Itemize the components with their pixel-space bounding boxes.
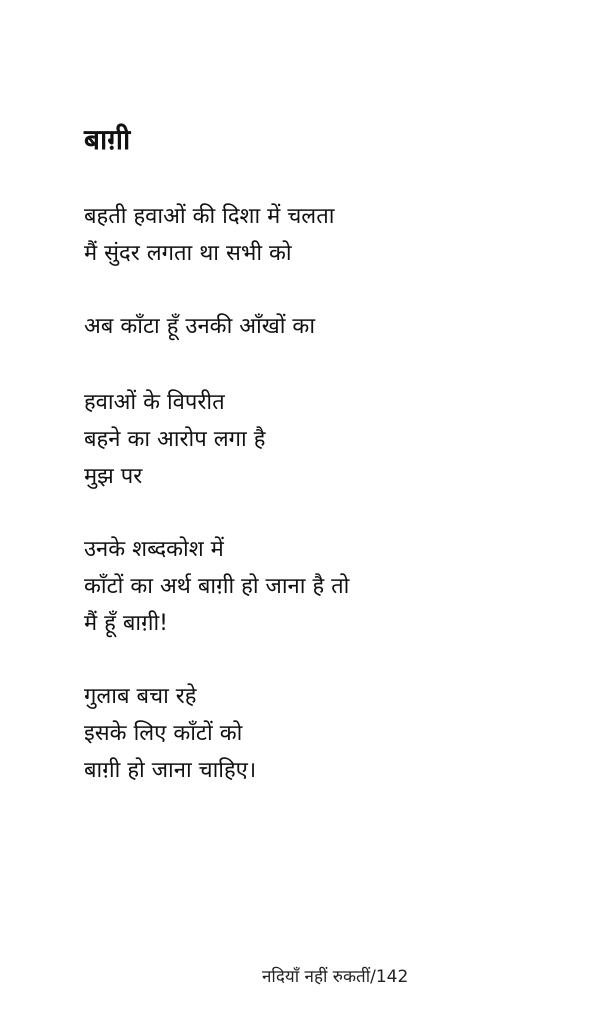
poem-line: मैं हूँ बाग़ी! (84, 611, 168, 636)
poem-line: मैं सुंदर लगता था सभी को (84, 241, 292, 266)
page-footer (262, 965, 408, 989)
poem-line: काँटों का अर्थ बाग़ी हो जाना है तो (84, 574, 350, 599)
poem-line: इसके लिए काँटों को (84, 721, 243, 746)
poem-line: उनके शब्दकोश में (84, 537, 224, 562)
poem-line: बहने का आरोप लगा है (84, 427, 266, 452)
stanza-5 (84, 678, 256, 789)
stanza-1 (84, 198, 334, 272)
poem-line: गुलाब बचा रहे (84, 684, 197, 709)
poem-title: बाग़ी (84, 123, 131, 156)
poem-line: अब काँटा हूँ उनकी आँखों का (84, 314, 316, 339)
stanza-4 (84, 531, 349, 642)
poem-line: मुझ पर (84, 464, 143, 489)
book-title: नदियाँ नहीं रुकतीं (262, 967, 371, 987)
page-number: 142 (375, 967, 409, 987)
stanza-2 (84, 308, 315, 345)
stanza-3 (84, 384, 265, 495)
poem-line: हवाओं के विपरीत (84, 390, 225, 415)
poem-line: बाग़ी हो जाना चाहिए। (84, 758, 257, 783)
poem-line: बहती हवाओं की दिशा में चलता (84, 204, 335, 229)
footer-separator: / (370, 967, 376, 987)
